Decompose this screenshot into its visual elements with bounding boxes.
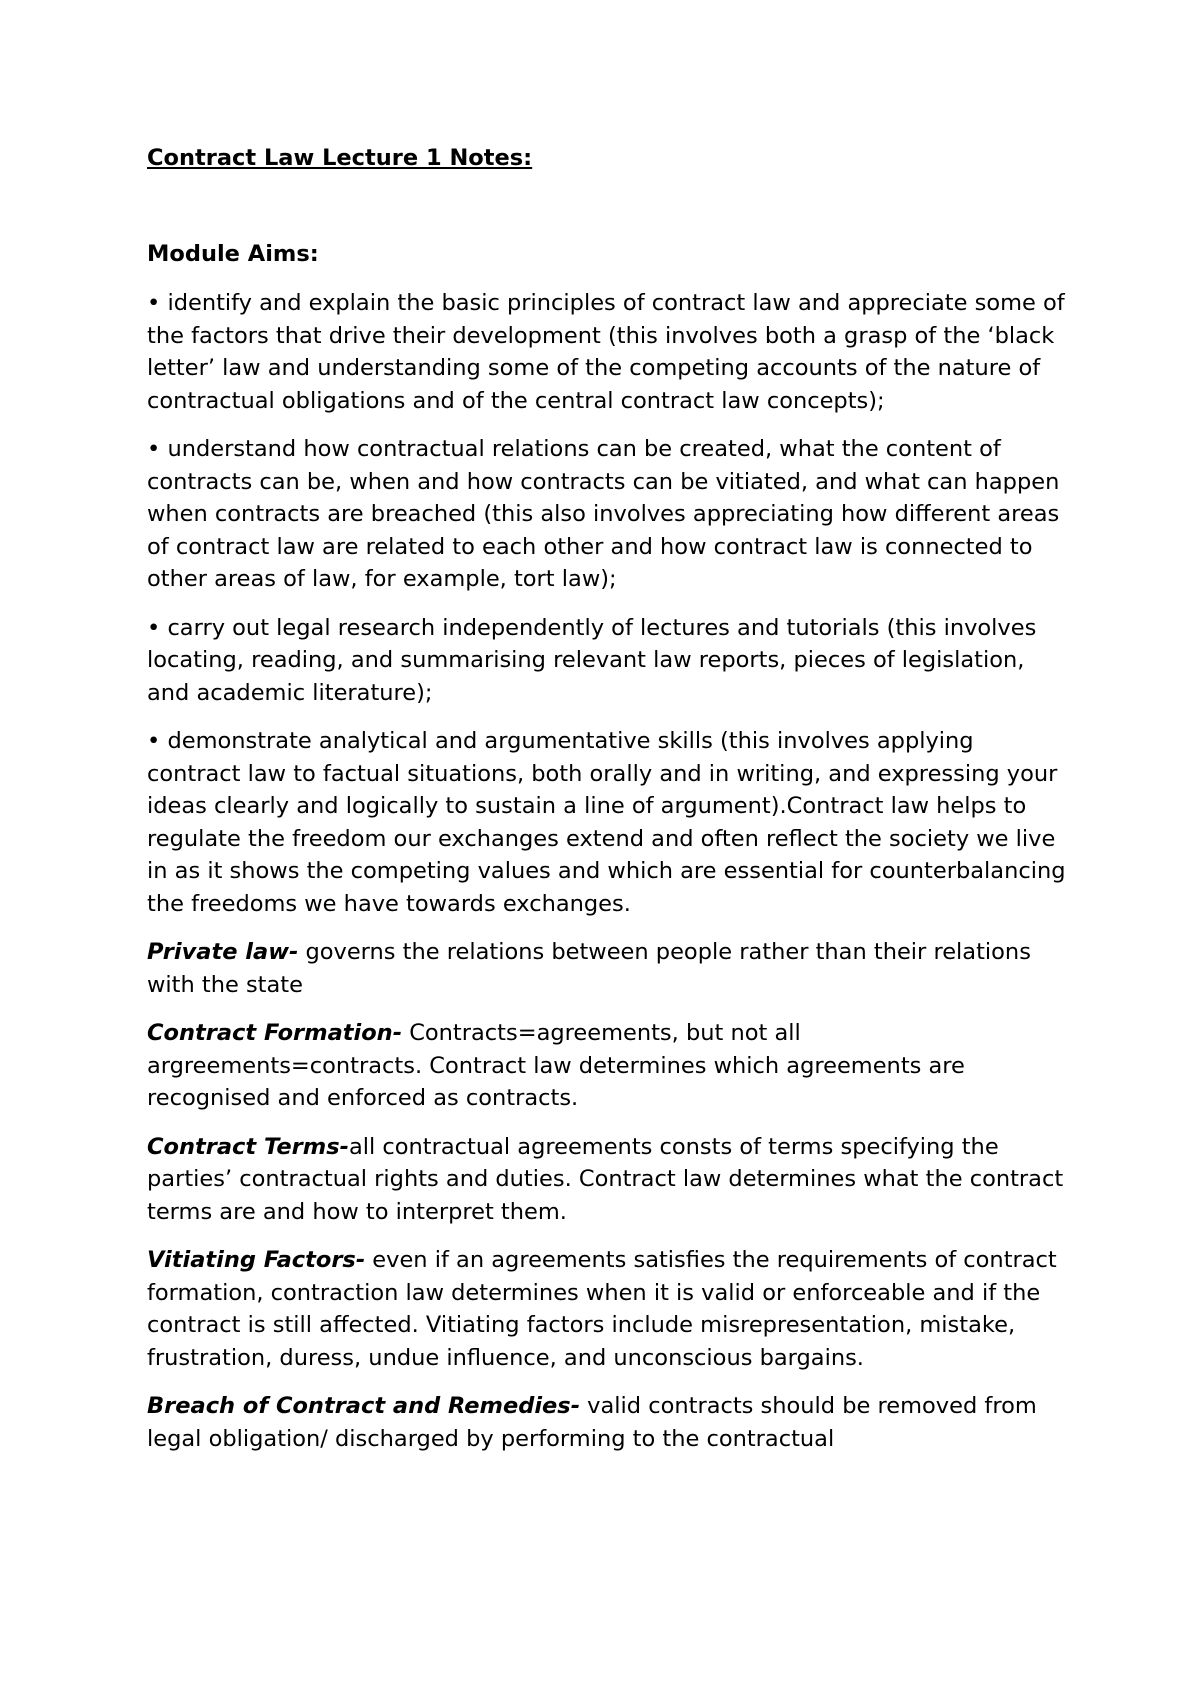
document-page	[147, 142, 1067, 1455]
definition-text: all contractual agreements consts of terms specifying the parties’ contractual rights and duties. Contract law determines what the contract terms are and how to interpret them.	[147, 1133, 1064, 1225]
definition-term: Contract Terms-	[147, 1133, 349, 1160]
bullet-icon: •	[147, 290, 161, 316]
definition-term: Contract Formation-	[147, 1020, 403, 1046]
definition-breach-of-contract	[147, 1390, 1067, 1455]
definition-term: Private law-	[147, 939, 299, 965]
list-item	[147, 612, 1067, 710]
definition-private-law	[147, 936, 1067, 1001]
bullet-icon: •	[147, 728, 161, 754]
list-item	[147, 433, 1067, 596]
aim-text: demonstrate analytical and argumentative skills (this involves applying contract law to factual situations, both orally and in writing, and expressing your ideas clearly and logically to sustain a line of argument).Contract law helps to regulate the freedom our exchanges extend and often reflect the society we live in as it shows the competing values and which are essential for counterbalancing the freedoms we have towards exchanges.	[147, 728, 1066, 917]
definition-term: Breach of Contract and Remedies-	[147, 1393, 581, 1419]
definition-vitiating-factors	[147, 1244, 1067, 1374]
aim-text: understand how contractual relations can be created, what the content of contracts can be, when and how contracts can be vitiated, and what can happen when contracts are breached (this also involves appreciating how different areas of contract law are related to each other and how contract law is connected to other areas of law, for example, tort law);	[147, 436, 1060, 592]
list-item	[147, 287, 1067, 417]
definition-text: Contracts=agreements, but not all argreements=contracts. Contract law determines which agreements are recognised and enforced as contracts.	[147, 1020, 965, 1111]
module-aims-list	[147, 287, 1067, 920]
module-aims-heading: Module Aims:	[147, 241, 319, 267]
document-title: Contract Law Lecture 1 Notes:	[147, 145, 533, 171]
definition-text: valid contracts should be removed from legal obligation/ discharged by performing to the contractual	[147, 1393, 1037, 1452]
bullet-icon: •	[147, 614, 161, 641]
list-item	[147, 725, 1067, 920]
definition-contract-terms	[147, 1131, 1067, 1229]
definition-contract-formation	[147, 1017, 1067, 1115]
definition-text: even if an agreements satisfies the requirements of contract formation, contraction law determines when it is valid or enforceable and if the contract is still affected. Vitiating factors include misrepresentation, mistake, frustration, duress, undue influence, and unconscious bargains.	[147, 1247, 1057, 1371]
definition-text: governs the relations between people rather than their relations with the state	[147, 939, 1031, 998]
definition-term: Vitiating Factors-	[147, 1247, 366, 1273]
aim-text: carry out legal research independently of lectures and tutorials (this involves locating, reading, and summarising relevant law reports, pieces of legislation, and academic literature);	[147, 614, 1037, 706]
bullet-icon: •	[147, 436, 161, 462]
aim-text: identify and explain the basic principles of contract law and appreciate some of the factors that drive their development (this involves both a grasp of the ‘black letter’ law and understanding some of the competing accounts of the nature of contractual obligations and of the central contract law concepts);	[147, 290, 1065, 414]
